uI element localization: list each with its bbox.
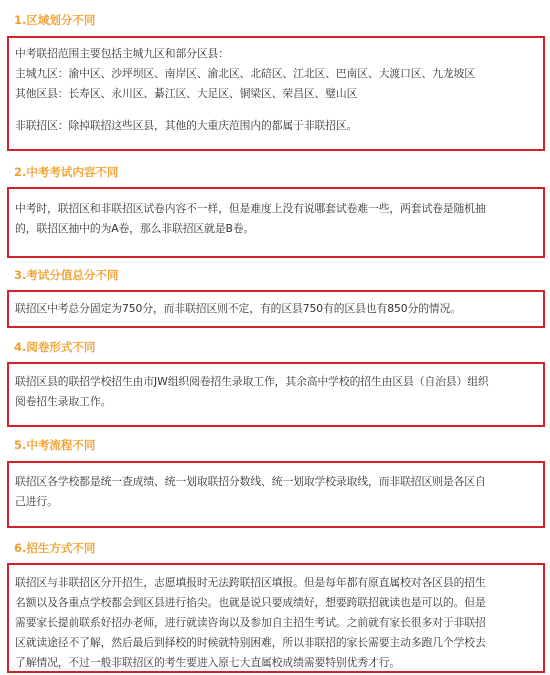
section-line: 中考时，联招区和非联招区试卷内容不一样，但是难度上没有说哪套试卷难一些，两套试卷是随机抽 [15, 202, 486, 215]
paragraph-gap [15, 104, 535, 116]
section-box-enrollment [7, 563, 545, 673]
section-box-process [7, 461, 545, 528]
section-line: 需要家长提前联系好招办老师，进行就读咨询以及参加自主招生考试。之前就有家长很多对于非联招 [15, 616, 486, 629]
section-box-region [7, 36, 545, 151]
section-line: 区就读途径不了解，然后最后到择校的时候就特别困难，所以非联招的家长需要主动多跑几个学校去 [15, 636, 486, 649]
section-line: 了解情况，不过一般非联招区的考生要进入原七大直属校成绩需要特别优秀才行。 [15, 656, 401, 669]
section-line: 阅卷招生录取工作。 [15, 395, 112, 408]
section-line: 非联招区：除掉联招这些区县，其他的大重庆范围内的都属于非联招区。 [15, 119, 358, 132]
section-title-marking: 4.阅卷形式不同 [14, 340, 96, 354]
section-title-region: 1.区域划分不同 [14, 13, 96, 27]
section-box-exam-content [7, 187, 545, 258]
section-line: 其他区县：长寿区、永川区、綦江区、大足区、铜梁区、荣昌区、璧山区 [15, 87, 358, 100]
section-line: 联招区与非联招区分开招生，志愿填报时无法跨联招区填报。但是每年都有原直属校对各区县的招生 [15, 576, 486, 589]
section-box-marking [7, 362, 545, 427]
section-line: 己进行。 [15, 495, 58, 508]
section-title-enrollment: 6.招生方式不同 [14, 541, 96, 555]
section-line: 名额以及各重点学校都会到区县进行掐尖。也就是说只要成绩好，想要跨联招就读也是可以的。但是 [15, 596, 486, 609]
section-line: 的，联招区抽中的为A卷，那么非联招区就是B卷。 [15, 222, 255, 235]
section-line: 中考联招范围主要包括主城九区和部分区县： [15, 47, 229, 60]
section-title-score: 3.考试分值总分不同 [14, 268, 119, 282]
section-box-score [7, 290, 545, 328]
section-line: 联招区县的联招学校招生由市JW组织阅卷招生录取工作，其余高中学校的招生由区县（自治县）组织 [15, 375, 489, 388]
section-title-exam-content: 2.中考考试内容不同 [14, 165, 119, 179]
section-line: 联招区中考总分固定为750分，而非联招区则不定，有的区县750有的区县也有850分的情况。 [15, 302, 462, 315]
section-line: 主城九区：渝中区、沙坪坝区、南岸区、渝北区、北碚区、江北区、巴南区、大渡口区、九龙坡区 [15, 67, 475, 80]
section-title-process: 5.中考流程不同 [14, 438, 96, 452]
section-line: 联招区各学校都是统一查成绩、统一划取联招分数线、统一划取学校录取线，而非联招区则是各区自 [15, 475, 486, 488]
